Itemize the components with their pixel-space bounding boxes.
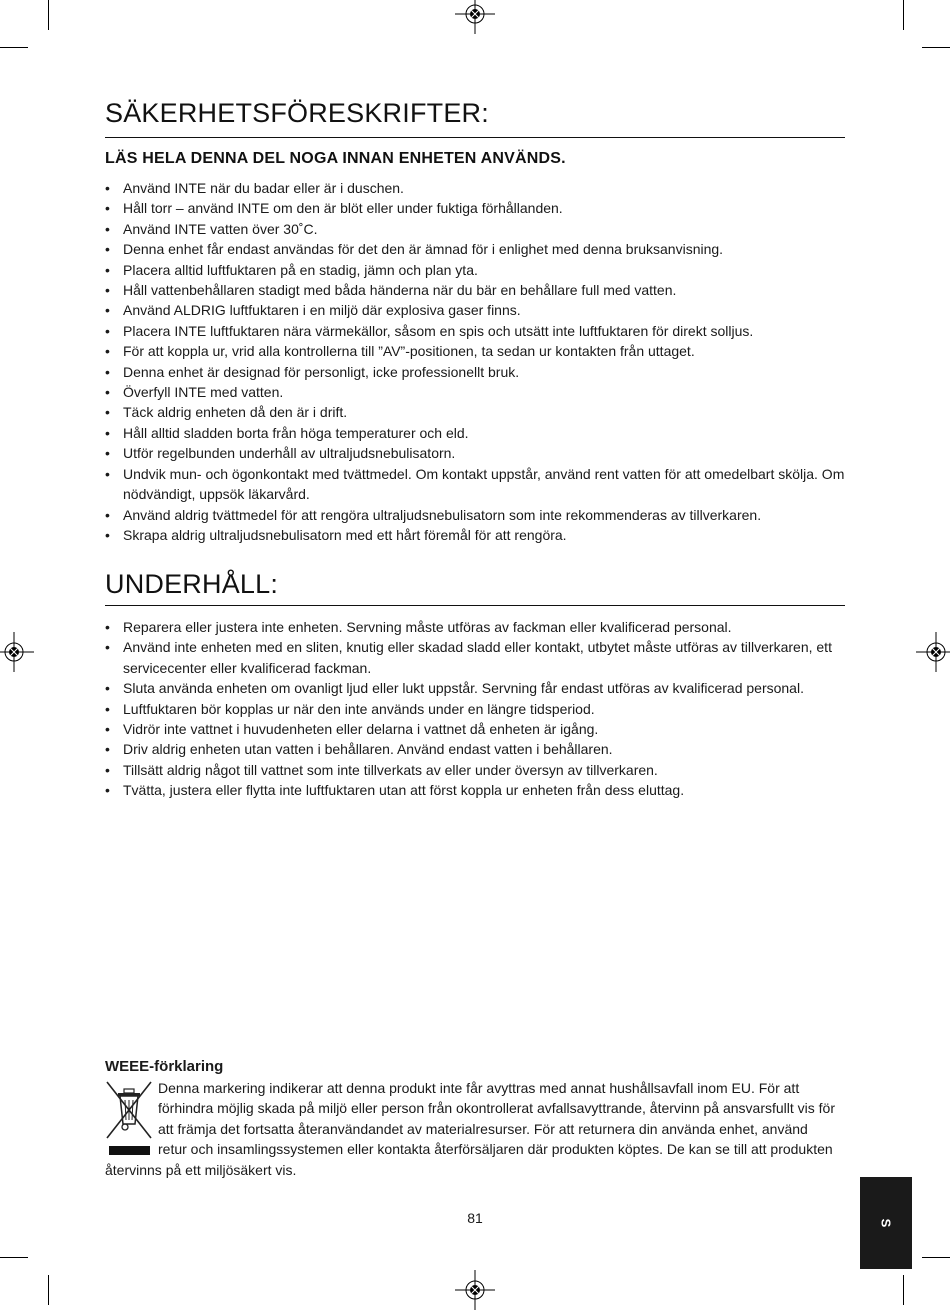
crop-mark — [922, 1257, 950, 1258]
crop-mark — [0, 1257, 28, 1258]
bullet-icon: • — [105, 526, 110, 543]
list-item-text: Överfyll INTE med vatten. — [123, 384, 284, 401]
list-item — [105, 178, 845, 198]
bullet-icon: • — [105, 424, 110, 441]
list-item-text: Vidrör inte vattnet i huvudenheten eller delarna i vattnet då enheten är igång. — [123, 721, 599, 738]
bullet-icon: • — [105, 404, 110, 421]
bullet-icon: • — [105, 465, 110, 482]
list-item-text: Håll alltid sladden borta från höga temperaturer och eld. — [123, 424, 469, 441]
weee-text: Denna markering indikerar att denna produkt inte får avyttras med annat hushållsavfall inom EU. För att förhindra möjlig skada på miljö eller person från okontrollerat avfallsavyttrande, återvinn på ansvarsfullt vis för att främja det fortsatta återanvändandet av materialresurser. För att returnera din använda enhet, använd retur och insamlingssystemen eller kontakta återförsäljaren där produkten köptes. De kan se till att produkten återvinns på ett miljösäkert vis. — [105, 1080, 835, 1178]
bullet-icon: • — [105, 322, 110, 339]
list-item-text: Använd ALDRIG luftfuktaren i en miljö där explosiva gaser finns. — [123, 302, 521, 319]
safety-subheading: LÄS HELA DENNA DEL NOGA INNAN ENHETEN ANVÄNDS. — [105, 150, 566, 167]
list-item — [105, 402, 845, 422]
list-item — [105, 617, 845, 637]
list-item-text: För att koppla ur, vrid alla kontrollerna till ”AV”-positionen, ta sedan ur kontakten från uttaget. — [123, 343, 695, 360]
crop-mark — [903, 1275, 904, 1305]
bullet-icon: • — [105, 220, 110, 237]
bullet-icon: • — [105, 445, 110, 462]
bullet-icon: • — [105, 302, 110, 319]
list-item-text: Utför regelbunden underhåll av ultraljudsnebulisatorn. — [123, 445, 456, 462]
bullet-icon: • — [105, 782, 110, 799]
weee-paragraph — [105, 1078, 840, 1180]
list-item — [105, 260, 845, 280]
list-item — [105, 505, 845, 525]
list-item — [105, 699, 845, 719]
list-item-text: Driv aldrig enheten utan vatten i behållaren. Använd endast vatten i behållaren. — [123, 741, 613, 758]
maintenance-heading: UNDERHÅLL: — [105, 569, 279, 599]
language-tab-label: S — [878, 1218, 894, 1228]
list-item — [105, 382, 845, 402]
crop-mark — [48, 1275, 49, 1305]
list-item-text: Denna enhet får endast användas för det den är ämnad för i enlighet med denna bruksanvisning. — [123, 241, 724, 258]
safety-heading: SÄKERHETSFÖRESKRIFTER: — [105, 98, 489, 128]
bullet-icon: • — [105, 680, 110, 697]
weee-title: WEEE-förklaring — [105, 1058, 224, 1075]
crop-mark — [0, 47, 28, 48]
bullet-icon: • — [105, 761, 110, 778]
bullet-icon: • — [105, 506, 110, 523]
registration-mark-icon — [916, 632, 950, 672]
bullet-icon: • — [105, 343, 110, 360]
list-item — [105, 760, 845, 780]
list-item — [105, 219, 845, 239]
crossed-out-wheelie-bin-icon — [105, 1078, 157, 1158]
bullet-icon: • — [105, 619, 110, 635]
bullet-icon: • — [105, 384, 110, 401]
bullet-icon: • — [105, 721, 110, 738]
registration-mark-icon — [455, 0, 495, 34]
list-item — [105, 443, 845, 463]
crop-mark — [903, 0, 904, 30]
list-item-text: Tvätta, justera eller flytta inte luftfuktaren utan att först koppla ur enheten från dess eluttag. — [123, 782, 685, 799]
list-item-text: Tillsätt aldrig något till vattnet som inte tillverkats av eller under översyn av tillverkaren. — [123, 761, 658, 778]
list-item — [105, 341, 845, 361]
list-item-text: Luftfuktaren bör kopplas ur när den inte används under en längre tidsperiod. — [123, 700, 595, 717]
list-item — [105, 239, 845, 259]
list-item — [105, 321, 845, 341]
registration-mark-icon — [455, 1270, 495, 1310]
list-item-text: Sluta använda enheten om ovanligt ljud eller lukt uppstår. Servning får endast utföras av kvalificerad personal. — [123, 680, 804, 697]
list-item-text: Reparera eller justera inte enheten. Servning måste utföras av fackman eller kvalificerad personal. — [123, 619, 732, 635]
heading-divider — [105, 605, 845, 606]
list-item-text: Placera alltid luftfuktaren på en stadig, jämn och plan yta. — [123, 261, 478, 278]
bullet-icon: • — [105, 741, 110, 758]
list-item-text: Håll torr – använd INTE om den är blöt eller under fuktiga förhållanden. — [123, 200, 563, 217]
list-item — [105, 637, 845, 678]
heading-divider — [105, 137, 845, 138]
list-item-text: Placera INTE luftfuktaren nära värmekällor, såsom en spis och utsätt inte luftfuktaren för direkt solljus. — [123, 322, 754, 339]
list-item-text: Använd aldrig tvättmedel för att rengöra ultraljudsnebulisatorn som inte rekommenderas av tillverkaren. — [123, 506, 762, 523]
list-item-text: Undvik mun- och ögonkontakt med tvättmedel. Om kontakt uppstår, använd rent vatten för att omedelbart skölja. Om nödvändigt, uppsök läkarvård. — [123, 465, 845, 503]
list-item — [105, 739, 845, 759]
crop-mark — [48, 0, 49, 30]
list-item — [105, 362, 845, 382]
bullet-icon: • — [105, 241, 110, 258]
crop-mark — [922, 47, 950, 48]
list-item — [105, 280, 845, 300]
list-item — [105, 678, 845, 698]
page-number: 81 — [467, 1210, 483, 1226]
list-item-text: Täck aldrig enheten då den är i drift. — [123, 404, 348, 421]
safety-list — [105, 178, 845, 545]
bullet-icon: • — [105, 282, 110, 299]
list-item — [105, 525, 845, 545]
list-item — [105, 423, 845, 443]
list-item-text: Använd inte enheten med en sliten, knutig eller skadad sladd eller kontakt, utbytet måste utföras av tillverkaren, ett servicecenter eller kvalificerad fackman. — [123, 639, 832, 676]
list-item-text: Använd INTE när du badar eller är i duschen. — [123, 180, 404, 196]
bullet-icon: • — [105, 700, 110, 717]
registration-mark-icon — [0, 632, 34, 672]
bullet-icon: • — [105, 639, 110, 656]
bullet-icon: • — [105, 363, 110, 380]
bullet-icon: • — [105, 200, 110, 217]
list-item — [105, 464, 845, 505]
list-item — [105, 300, 845, 320]
list-item — [105, 198, 845, 218]
list-item — [105, 780, 845, 800]
maintenance-list — [105, 617, 845, 801]
list-item-text: Använd INTE vatten över 30˚C. — [123, 220, 318, 237]
list-item-text: Denna enhet är designad för personligt, icke professionellt bruk. — [123, 363, 520, 380]
bullet-icon: • — [105, 261, 110, 278]
list-item-text: Skrapa aldrig ultraljudsnebulisatorn med ett hårt föremål för att rengöra. — [123, 526, 567, 543]
list-item-text: Håll vattenbehållaren stadigt med båda händerna när du bär en behållare full med vatten. — [123, 282, 677, 299]
list-item — [105, 719, 845, 739]
language-tab — [860, 1177, 912, 1269]
bullet-icon: • — [105, 180, 110, 196]
